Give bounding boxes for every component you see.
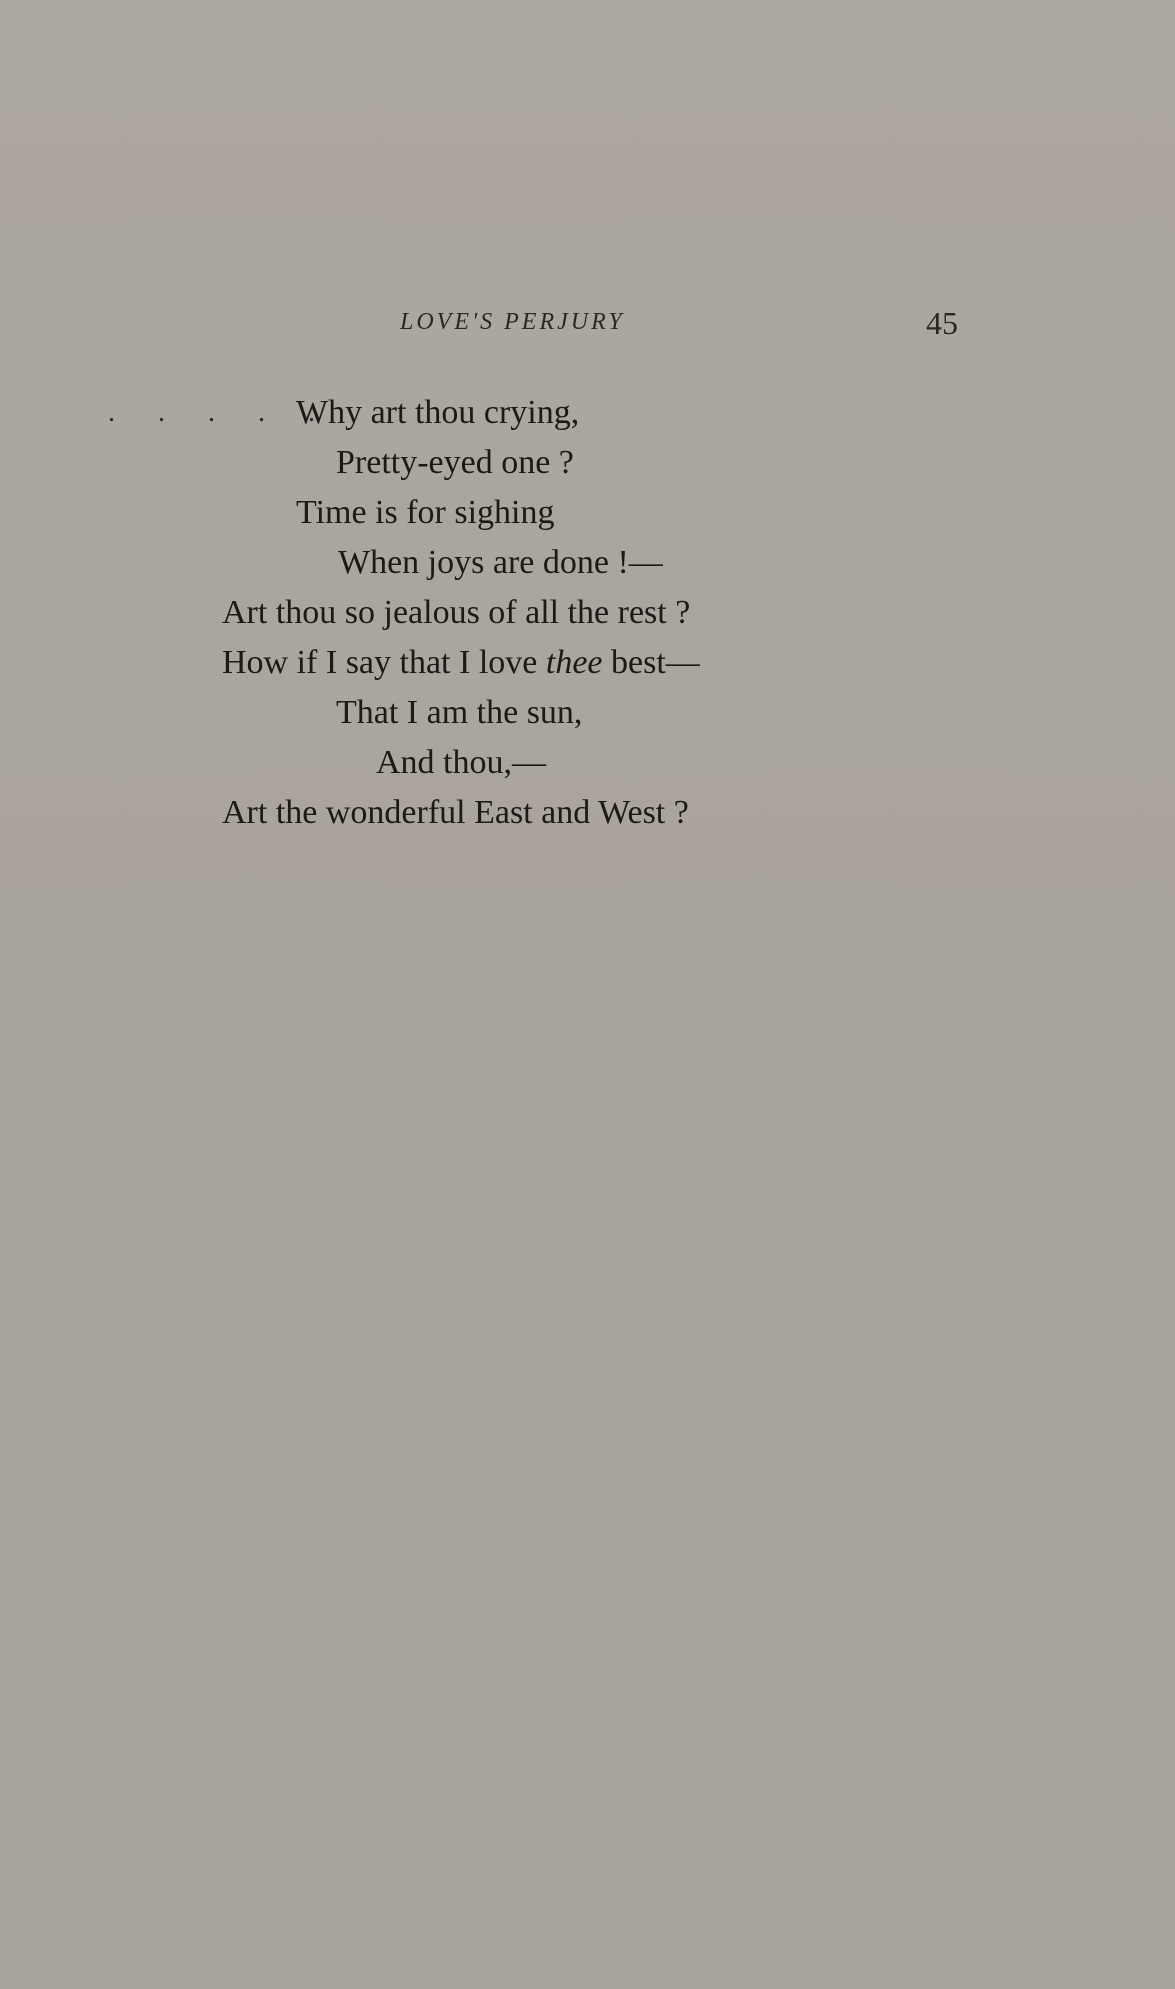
poem-emphasis: thee xyxy=(545,644,603,681)
poem-line: And thou,— xyxy=(376,744,546,781)
poem-ellipsis: . . . . . xyxy=(108,397,333,428)
poem-line-text: best— xyxy=(602,644,700,681)
poem-line: When joys are done !— xyxy=(338,544,663,581)
poem-line-text: How if I say that I love xyxy=(222,644,546,681)
poem-line: That I am the sun, xyxy=(336,694,583,731)
running-head xyxy=(0,305,1175,345)
page-number: 45 xyxy=(926,305,958,341)
poem-line: Pretty-eyed one ? xyxy=(336,444,574,481)
poem-line: Why art thou crying, xyxy=(296,394,580,431)
running-title: LOVE'S PERJURY xyxy=(400,309,625,335)
poem-line xyxy=(222,638,700,688)
poem-line: Time is for sighing xyxy=(296,494,555,531)
poem-line: Art thou so jealous of all the rest ? xyxy=(222,594,691,631)
poem-line: Art the wonderful East and West ? xyxy=(222,794,689,831)
